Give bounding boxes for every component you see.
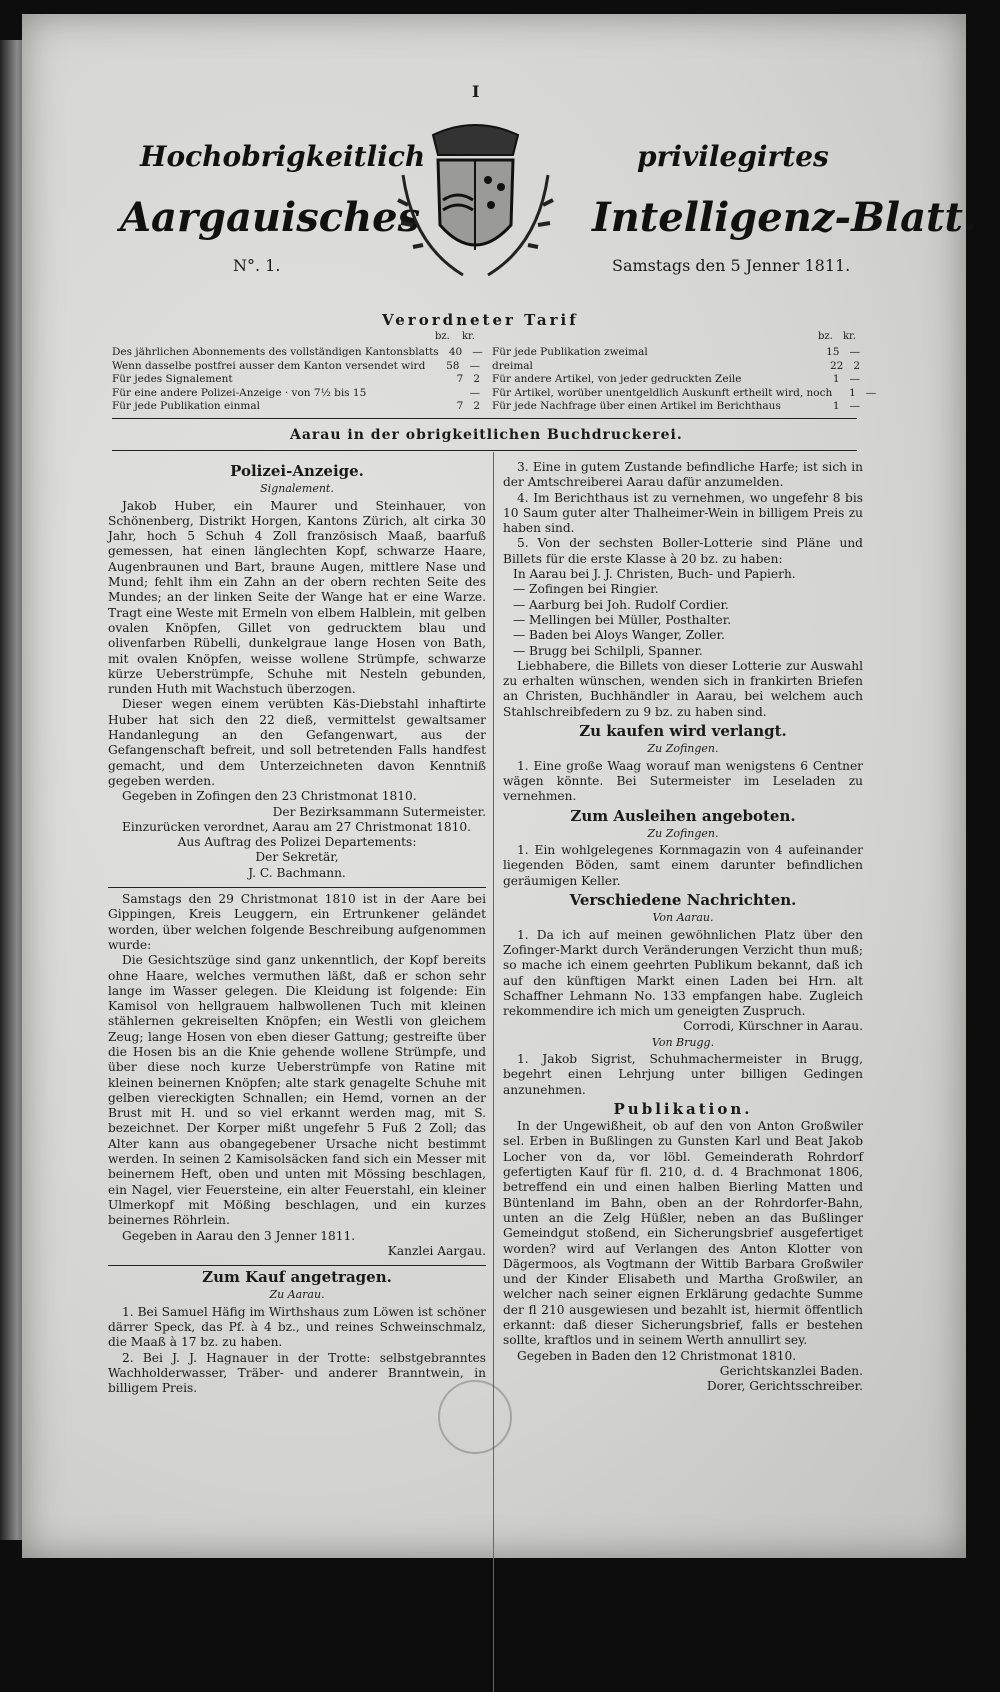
tariff-kr: —	[849, 400, 860, 412]
by-order: Aus Auftrag des Polizei Departements:	[177, 835, 417, 850]
tariff-kr: —	[849, 373, 860, 385]
tariff-kr: 2	[853, 359, 860, 372]
divider	[112, 418, 857, 419]
tariff-label: Wenn dasselbe postfrei ausser dem Kanton versendet wird	[112, 359, 426, 372]
tariff-price	[816, 360, 860, 374]
publication-text: In der Ungewißheit, ob auf den von Anton Großwiler sel. Erben in Bußlingen zu Gunsten Karl und Beat Jakob Locher von da, vor löbl. Gemeinderath Rohrdorf gefertigten Kauf für fl. 210, d. d. 4 Brachmonat 1806, betreffend ein und einen halben Bierling Matten und Büntenland im Bahn, oben an der Rohrdorfer-Bahn, unten an die Zelg Hüßler, neben an das Bußlinger Gemeindgut stoßend, ein Sicherungsbrief ausgefertiget worden? wird auf Verlangen des Anton Klotter von Dägermoos, als Vogtmann der Wittib Barbara Großwiler und der Kinder Elisabeth und Martha Großwiler, an welcher nach seiner eignen Erklärung gedachte Summe der fl 210 ausgewiesen und bezahlt ist, hiermit öffentlich erkannt: daß dieser Sicherungsbrief, falls er bestehen sollte, kraftlos und in seinem Werth annullirt sey.	[503, 1119, 863, 1348]
lottery-list	[503, 567, 863, 659]
publication-title: Publikation.	[613, 1099, 753, 1118]
tariff-row	[112, 373, 480, 387]
tariff-unit-kr-left: kr.	[462, 331, 475, 342]
tariff-row	[492, 400, 860, 414]
tariff-row	[492, 360, 860, 374]
tariff-label: Für andere Artikel, von jeder gedruckten Zeile	[492, 373, 742, 385]
signature: Corrodi, Kürschner in Aarau.	[683, 1019, 863, 1034]
tariff-kr: —	[469, 359, 480, 372]
tariff-bz: 40	[448, 346, 463, 358]
signature: Der Bezirksammann Sutermeister.	[272, 804, 486, 819]
tariff-label: Für jedes Signalement	[112, 373, 233, 385]
police-title: Polizei-Anzeige.	[230, 462, 364, 480]
drowned-text: Die Gesichtszüge sind ganz unkenntlich, der Kopf bereits ohne Haare, welches vermuthen läßt, daß er schon sehr lange im Wasser gelegen. Die Kleidung ist folgende: Ein Kamisol von hellgrauem halbwollenen Tuch mit kleinen stählernen gekreiselten Knöpfen; ein Westli von gleichem Zeug; lange Hosen von eben dieser Gattung; gestreifte über die Hosen bis an die Knie gehende wollene Strümpfe, und über diese noch kurze Ueberstrümpfe von Ratine mit kleinen beinernen Knöpfen; alte stark genagelte Schuhe mit gelben viereckigten Schnallen; ein Hemd, vornen an der Brust mit H. und so viel erkannt werden mag, mit S. bezeichnet. Der Korper mißt ungefehr 5 Fuß 2 Zoll; das Alter kann aus obangegebener Ursache nicht bestimmt werden. In seinen 2 Kamisolsäcken fand sich ein Messer mit beinernem Heft, oben und unten mit Mössing beschlagen, ein Nagel, vier Feuersteine, ein alter Feuerstahl, ein kleiner Ulmerkopf mit Mößing beschlagen, und ein kurzes beinernes Röhrlein.	[108, 953, 486, 1228]
masthead-left-line1: Hochobrigkeitlich	[140, 140, 426, 173]
tariff-bz: 22	[829, 359, 844, 372]
lottery-place: — Brugg bei Schilpli, Spanner.	[513, 643, 703, 658]
lend-item: 1. Ein wohlgelegenes Kornmagazin von 4 aufeinander liegenden Böden, samt einem darunter befindlichen geräumigen Keller.	[503, 843, 863, 888]
insert-order: Einzurücken verordnet, Aarau am 27 Christmonat 1810.	[122, 819, 472, 834]
misc-title: Verschiedene Nachrichten.	[569, 891, 797, 910]
tariff-price	[436, 387, 480, 401]
column-divider	[493, 452, 494, 1692]
given-line: Gegeben in Baden den 12 Christmonat 1810.	[517, 1348, 797, 1363]
lottery-place: — Mellingen bei Müller, Posthalter.	[513, 612, 732, 627]
printer-line: Aarau in der obrigkeitlichen Buchdruckerei.	[290, 427, 683, 443]
tariff-label: Für eine andere Polizei-Anzeige · von 7½ bis 15	[112, 386, 367, 399]
lottery-note: Liebhabere, die Billets von dieser Lotterie zur Auswahl zu erhalten wünschen, wenden sich in frankirten Briefen an Christen, Buchhändler in Aarau, bei welchem auch Stahlschreibfedern zu 9 bz. zu haben sind.	[503, 658, 863, 719]
tariff-right-list	[492, 346, 877, 414]
misc-item: 1. Da ich auf meinen gewöhnlichen Platz über den Zofinger-Markt durch Veränderungen Verzicht thun muß; so mache ich einem geehrten Publikum bekannt, daß ich auf den künftigen Markt einen Laden bei Hrn. alt Schaffner Lehmann No. 133 empfangen habe. Zugleich rekommendire ich mich um geneigten Zuspruch.	[503, 927, 863, 1019]
right-column	[503, 460, 863, 1395]
tariff-row	[112, 360, 480, 374]
tariff-row	[492, 386, 877, 401]
tariff-label: dreimal	[492, 359, 533, 372]
signature: Dorer, Gerichtsschreiber.	[706, 1379, 863, 1394]
misc-place: Von Aarau.	[652, 911, 714, 925]
issue-number: N°. 1.	[233, 256, 281, 275]
tariff-price	[832, 387, 876, 401]
lottery-place: In Aarau bei J. J. Christen, Buch- und Papierh.	[513, 567, 796, 582]
tariff-kr: —	[469, 386, 480, 399]
sale-item: 1. Bei Samuel Häfig im Wirthshaus zum Löwen ist schöner därrer Speck, das Pf. à 4 bz., und reines Schweinschmalz, die Maaß à 17 bz. zu haben.	[108, 1304, 486, 1350]
signalement-title: Signalement.	[260, 482, 334, 496]
wanted-title: Zu kaufen wird verlangt.	[579, 722, 787, 741]
signature: Kanzlei Aargau.	[387, 1243, 486, 1258]
tariff-unit-bz-right: bz.	[818, 331, 833, 342]
tariff-bz: 15	[826, 346, 840, 358]
divider	[112, 450, 857, 451]
tariff-unit-kr-right: kr.	[843, 331, 856, 342]
sale-place: Zu Aarau.	[269, 1288, 325, 1302]
tariff-price	[436, 373, 480, 387]
library-stamp	[438, 1380, 512, 1454]
masthead-left-line2: Aargauisches	[120, 194, 421, 241]
divider	[108, 1265, 486, 1266]
tariff-row	[112, 346, 483, 360]
signature: Gerichtskanzlei Baden.	[719, 1363, 863, 1378]
tariff-bz: 1	[849, 386, 856, 399]
secretary: Der Sekretär,	[255, 850, 339, 865]
tariff-title: Verordneter Tarif	[382, 311, 579, 329]
left-column	[108, 460, 486, 1397]
tariff-kr: —	[849, 346, 860, 358]
tariff-label: Für jede Publikation einmal	[112, 400, 260, 412]
ad-item: 5. Von der sechsten Boller-Lotterie sind Pläne und Billets für die erste Klasse à 20 bz. zu haben:	[503, 536, 863, 566]
masthead-right-line1: privilegirtes	[637, 140, 829, 173]
lottery-place: — Zofingen bei Ringier.	[513, 582, 659, 597]
tariff-left-list	[112, 346, 483, 414]
tariff-bz: 7	[456, 400, 464, 412]
tariff-unit-bz-left: bz.	[435, 331, 450, 342]
tariff-label: Des jährlichen Abonnements des vollständigen Kantonsblatts	[112, 346, 439, 358]
tariff-bz: 7	[456, 373, 464, 385]
given-line: Gegeben in Aarau den 3 Jenner 1811.	[122, 1228, 356, 1243]
tariff-bz: 58	[446, 359, 460, 372]
page-number: I	[472, 82, 480, 101]
wanted-item: 1. Eine große Waag worauf man wenigstens 6 Centner wägen könnte. Bei Sutermeister im Leseladen zu vernehmen.	[503, 758, 863, 804]
misc-place: Von Brugg.	[651, 1035, 715, 1049]
coat-of-arms-icon	[393, 115, 558, 285]
tariff-price	[436, 400, 480, 414]
lottery-place: — Baden bei Aloys Wanger, Zoller.	[513, 628, 725, 643]
tariff-row	[492, 346, 860, 360]
tariff-label: Für Artikel, worüber unentgeldlich Auskunft ertheilt wird, noch	[492, 386, 833, 399]
tariff-label: Für jede Publikation zweimal	[492, 346, 648, 358]
divider	[108, 887, 486, 888]
drowned-intro: Samstags den 29 Christmonat 1810 ist in der Aare bei Gippingen, Kreis Leuggern, ein Ertrunkener geländet worden, über welchen folgende Beschreibung aufgenommen wurde:	[108, 892, 486, 952]
tariff-kr: 2	[473, 373, 480, 385]
tariff-label: Für jede Nachfrage über einen Artikel im Berichthaus	[492, 400, 781, 412]
tariff-price	[816, 373, 860, 387]
tariff-bz: 1	[832, 400, 840, 412]
given-line: Gegeben in Zofingen den 23 Christmonat 1810.	[122, 789, 417, 804]
tariff-kr: —	[472, 346, 483, 358]
tariff-price	[439, 346, 483, 360]
issue-date: Samstags den 5 Jenner 1811.	[612, 256, 851, 275]
tariff-kr: —	[865, 386, 877, 399]
sale-title: Zum Kauf angetragen.	[202, 1268, 392, 1287]
masthead-right-line2: Intelligenz-Blatt.	[592, 194, 977, 241]
lend-title: Zum Ausleihen angeboten.	[570, 806, 796, 825]
lottery-place: — Aarburg bei Joh. Rudolf Cordier.	[513, 597, 729, 612]
wanted-place: Zu Zofingen.	[647, 742, 719, 756]
sale-item: 2. Bei J. J. Hagnauer in der Trotte: selbstgebranntes Wachholderwasser, Träber- und anderer Branntwein, in billigem Preis.	[108, 1350, 486, 1396]
tariff-price	[816, 400, 860, 414]
tariff-row	[112, 400, 480, 414]
misc-item: 1. Jakob Sigrist, Schuhmachermeister in Brugg, begehrt einen Lehrjung unter billigen Gedingen anzunehmen.	[503, 1051, 863, 1097]
tariff-price	[436, 360, 480, 374]
tariff-bz: 1	[832, 373, 840, 385]
tariff-row	[492, 373, 860, 387]
ad-item: 3. Eine in gutem Zustande befindliche Harfe; ist sich in der Amtschreiberei Aarau dafür anzumelden.	[503, 460, 863, 490]
tariff-price	[816, 346, 860, 360]
lend-place: Zu Zofingen.	[647, 826, 719, 840]
tariff-row	[112, 387, 480, 401]
ad-item: 4. Im Berichthaus ist zu vernehmen, wo ungefehr 8 bis 10 Saum guter alter Thalheimer-Wein in billigem Preis zu haben sind.	[503, 490, 863, 536]
signalement-text: Jakob Huber, ein Maurer und Steinhauer, von Schönenberg, Distrikt Horgen, Kantons Zürich, alt cirka 30 Jahr, hoch 5 Schuh 4 Zoll französisch Maaß, baarfuß gemessen, hat einen länglechten Kopf, schwarze Haare, Augenbraunen und Bart, braune Augen, mittlere Nase und Mund; fehlt ihm ein Zahn an der obern rechten Seite des Mundes; an der linken Seite der Wange hat er eine Warze. Tragt eine Weste mit Ermeln von elbem Halblein, mit gelben ovalen Knöpfen, Gillet von gedrucktem blau und olivenfarben Rübelli, dunkelgraue lange Hosen von Bath, mit ovalen Knöpfen, weisse wollene Strümpfe, schwarze kürze Ueberstrümpfe, Schuhe mit Nesteln gebunden, runden Huth mit Wachstuch überzogen.	[108, 498, 486, 697]
tariff-kr: 2	[473, 400, 480, 412]
secretary-name: J. C. Bachmann.	[248, 865, 346, 880]
escape-text: Dieser wegen einem verübten Käs-Diebstahl inhaftirte Huber hat sich den 22 dieß, vermittelst gewaltsamer Handanlegung an den Gefangenwart, aus der Gefangenschaft befreit, und soll betretenden Falls handfest gemacht, und dem Unterzeichneten davon Kenntniß gegeben werden.	[108, 697, 486, 788]
